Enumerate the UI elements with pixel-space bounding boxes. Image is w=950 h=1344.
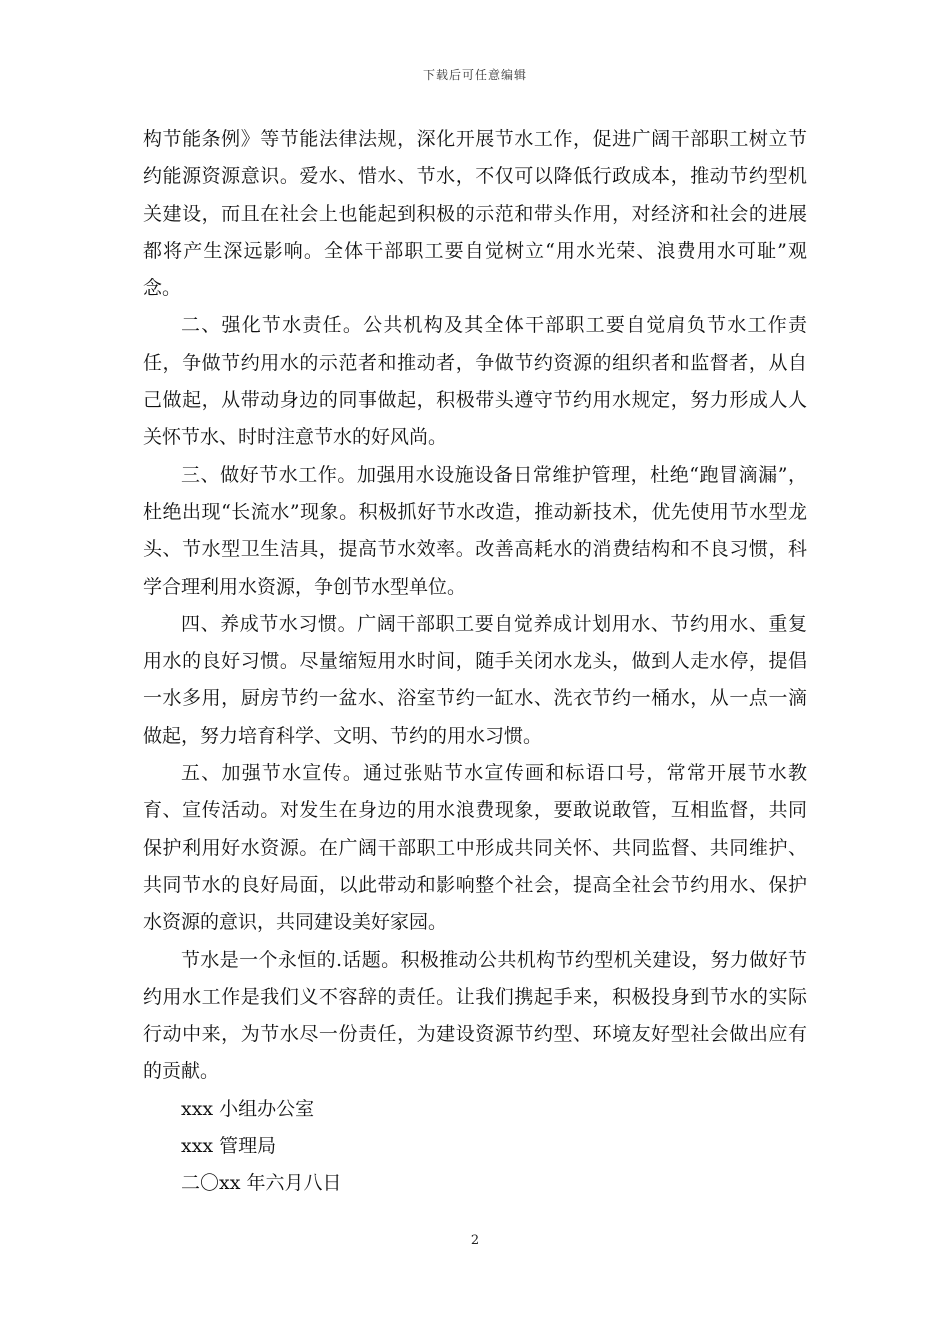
signature-date: 二〇xx 年六月八日 (181, 1172, 342, 1195)
document-body (143, 121, 807, 1203)
paragraph-section-2: 二、强化节水责任。公共机构及其全体干部职工要自觉肩负节水工作责任，争做节约用水的示范者和推动者，争做节约资源的组织者和监督者，从自己做起，从带动身边的同事做起，积极带头遵守节约用水规定，努力形成人人关怀节水、时时注意节水的好风尚。 (143, 314, 807, 449)
page-header: 下载后可任意编辑 (422, 68, 527, 82)
paragraph-continuation: 构节能条例》等节能法律法规，深化开展节水工作，促进广阔干部职工树立节约能源资源意识。爱水、惜水、节水，不仅可以降低行政成本，推动节约型机关建设，而且在社会上也能起到积极的示范和带头作用，对经济和社会的进展都将产生深远影响。全体干部职工要自觉树立“用水光荣、浪费用水可耻”观念。 (143, 128, 807, 300)
page-number: 2 (470, 1233, 480, 1248)
paragraph-section-4: 四、养成节水习惯。广阔干部职工要自觉养成计划用水、节约用水、重复用水的良好习惯。尽量缩短用水时间，随手关闭水龙头，做到人走水停，提倡一水多用，厨房节约一盆水、浴室节约一缸水、洗衣节约一桶水，从一点一滴做起，努力培育科学、文明、节约的用水习惯。 (143, 612, 807, 747)
signature-bureau: xxx 管理局 (181, 1135, 277, 1158)
paragraph-closing: 节水是一个永恒的.话题。积极推动公共机构节约型机关建设，努力做好节约用水工作是我们义不容辞的责任。让我们携起手来，积极投身到节水的实际行动中来，为节水尽一份责任，为建设资源节约型、环境友好型社会做出应有的贡献。 (143, 948, 807, 1083)
paragraph-section-3: 三、做好节水工作。加强用水设施设备日常维护管理，杜绝“跑冒滴漏”，杜绝出现“长流水”现象。积极抓好节水改造，推动新技术，优先使用节水型龙头、节水型卫生洁具，提高节水效率。改善高耗水的消费结构和不良习惯，科学合理利用水资源，争创节水型单位。 (143, 463, 807, 598)
signature-office: xxx 小组办公室 (181, 1097, 315, 1120)
paragraph-section-5: 五、加强节水宣传。通过张贴节水宣传画和标语口号，常常开展节水教育、宣传活动。对发生在身边的用水浪费现象，要敢说敢管，互相监督，共同保护利用好水资源。在广阔干部职工中形成共同关怀、共同监督、共同维护、共同节水的良好局面，以此带动和影响整个社会，提高全社会节约用水、保护水资源的意识，共同建设美好家园。 (143, 762, 807, 934)
